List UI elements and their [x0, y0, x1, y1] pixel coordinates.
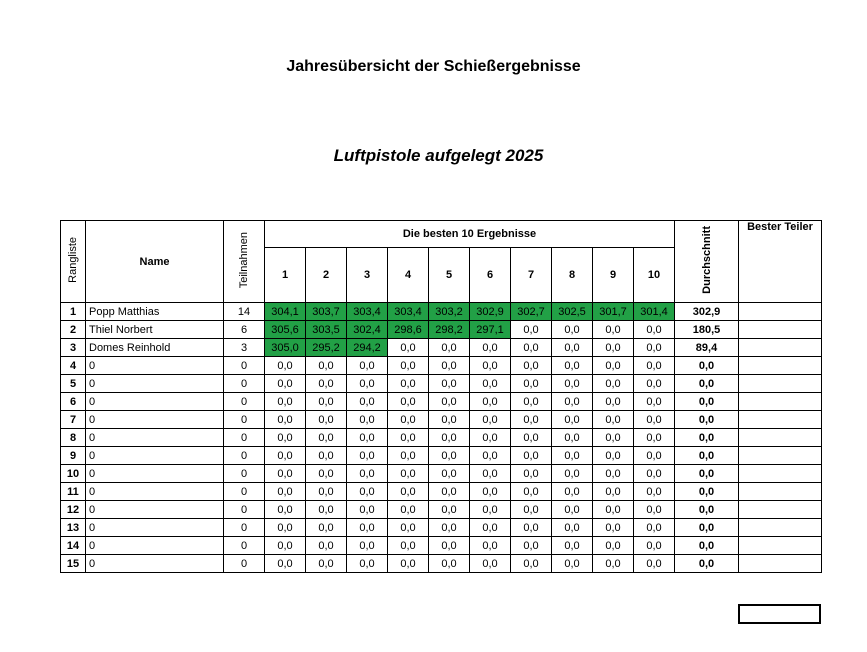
score-cell: 0,0	[511, 483, 552, 501]
score-cell: 0,0	[265, 429, 306, 447]
score-cell: 0,0	[552, 519, 593, 537]
best-teiler-cell	[739, 501, 822, 519]
table-row	[61, 483, 822, 501]
best-teiler-cell	[739, 339, 822, 357]
score-cell: 0,0	[347, 501, 388, 519]
score-cell: 0,0	[306, 519, 347, 537]
name-cell: Popp Matthias	[86, 303, 224, 321]
score-cell: 0,0	[552, 555, 593, 573]
score-cell: 0,0	[347, 519, 388, 537]
score-cell: 0,0	[511, 519, 552, 537]
score-cell: 0,0	[634, 393, 675, 411]
score-cell: 0,0	[593, 501, 634, 519]
score-cell: 0,0	[429, 447, 470, 465]
score-cell: 0,0	[388, 447, 429, 465]
score-cell: 0,0	[470, 411, 511, 429]
score-cell: 0,0	[593, 321, 634, 339]
result-column-header: 7	[511, 248, 552, 303]
score-cell: 0,0	[265, 357, 306, 375]
score-cell: 0,0	[265, 447, 306, 465]
table-row	[61, 303, 822, 321]
participations-cell: 0	[224, 483, 265, 501]
score-cell: 0,0	[552, 339, 593, 357]
score-cell: 0,0	[388, 411, 429, 429]
rank-cell: 11	[61, 483, 86, 501]
score-cell: 0,0	[388, 519, 429, 537]
table-row	[61, 375, 822, 393]
score-cell: 0,0	[429, 555, 470, 573]
score-cell: 0,0	[511, 393, 552, 411]
score-cell: 0,0	[429, 411, 470, 429]
score-cell: 305,6	[265, 321, 306, 339]
best-teiler-header: Bester Teiler	[739, 221, 822, 303]
score-cell: 0,0	[306, 465, 347, 483]
score-cell: 303,7	[306, 303, 347, 321]
score-cell: 0,0	[429, 501, 470, 519]
rank-cell: 12	[61, 501, 86, 519]
name-cell: 0	[86, 357, 224, 375]
score-cell: 0,0	[347, 483, 388, 501]
average-cell: 180,5	[675, 321, 739, 339]
score-cell: 0,0	[470, 465, 511, 483]
participations-cell: 0	[224, 555, 265, 573]
score-cell: 0,0	[265, 483, 306, 501]
rank-header: Rangliste	[61, 221, 86, 303]
score-cell: 294,2	[347, 339, 388, 357]
average-cell: 89,4	[675, 339, 739, 357]
score-cell: 0,0	[552, 321, 593, 339]
score-cell: 0,0	[552, 375, 593, 393]
participations-cell: 0	[224, 447, 265, 465]
score-cell: 0,0	[634, 339, 675, 357]
score-cell: 0,0	[634, 537, 675, 555]
score-cell: 0,0	[306, 501, 347, 519]
participations-header: Teilnahmen	[224, 221, 265, 303]
score-cell: 0,0	[634, 321, 675, 339]
table-row	[61, 555, 822, 573]
result-column-header: 4	[388, 248, 429, 303]
score-cell: 0,0	[552, 501, 593, 519]
score-cell: 0,0	[347, 375, 388, 393]
rank-cell: 8	[61, 429, 86, 447]
score-cell: 0,0	[388, 537, 429, 555]
score-cell: 0,0	[593, 411, 634, 429]
score-cell: 0,0	[593, 393, 634, 411]
rank-cell: 13	[61, 519, 86, 537]
score-cell: 0,0	[388, 429, 429, 447]
average-cell: 0,0	[675, 483, 739, 501]
score-cell: 302,4	[347, 321, 388, 339]
name-cell: 0	[86, 429, 224, 447]
score-cell: 0,0	[347, 537, 388, 555]
score-cell: 0,0	[306, 537, 347, 555]
score-cell: 0,0	[552, 537, 593, 555]
score-cell: 0,0	[306, 447, 347, 465]
best-teiler-cell	[739, 555, 822, 573]
name-cell: 0	[86, 537, 224, 555]
name-cell: 0	[86, 501, 224, 519]
participations-cell: 3	[224, 339, 265, 357]
score-cell: 297,1	[470, 321, 511, 339]
score-cell: 0,0	[634, 465, 675, 483]
score-cell: 0,0	[429, 357, 470, 375]
score-cell: 0,0	[552, 393, 593, 411]
table-row	[61, 501, 822, 519]
average-cell: 0,0	[675, 447, 739, 465]
score-cell: 0,0	[265, 375, 306, 393]
score-cell: 0,0	[634, 375, 675, 393]
score-cell: 0,0	[470, 537, 511, 555]
score-cell: 0,0	[306, 393, 347, 411]
average-cell: 0,0	[675, 411, 739, 429]
score-cell: 0,0	[347, 555, 388, 573]
score-cell: 0,0	[552, 483, 593, 501]
score-cell: 0,0	[429, 393, 470, 411]
average-cell: 0,0	[675, 375, 739, 393]
page-title: Jahresübersicht der Schießergebnisse	[286, 58, 581, 75]
name-cell: 0	[86, 447, 224, 465]
score-cell: 0,0	[265, 393, 306, 411]
best-teiler-cell	[739, 519, 822, 537]
result-column-header: 10	[634, 248, 675, 303]
score-cell: 0,0	[265, 411, 306, 429]
score-cell: 0,0	[552, 465, 593, 483]
score-cell: 0,0	[593, 465, 634, 483]
score-cell: 0,0	[470, 375, 511, 393]
score-cell: 0,0	[429, 483, 470, 501]
score-cell: 303,4	[347, 303, 388, 321]
score-cell: 305,0	[265, 339, 306, 357]
name-cell: 0	[86, 375, 224, 393]
score-cell: 301,7	[593, 303, 634, 321]
best-teiler-cell	[739, 393, 822, 411]
participations-cell: 14	[224, 303, 265, 321]
score-cell: 0,0	[593, 447, 634, 465]
result-column-header: 1	[265, 248, 306, 303]
rank-cell: 5	[61, 375, 86, 393]
score-cell: 0,0	[593, 483, 634, 501]
average-cell: 0,0	[675, 357, 739, 375]
score-cell: 303,4	[388, 303, 429, 321]
score-cell: 0,0	[593, 375, 634, 393]
best-teiler-cell	[739, 429, 822, 447]
participations-cell: 0	[224, 375, 265, 393]
score-cell: 302,9	[470, 303, 511, 321]
score-cell: 0,0	[511, 321, 552, 339]
score-cell: 0,0	[470, 483, 511, 501]
score-cell: 0,0	[552, 429, 593, 447]
score-cell: 0,0	[634, 429, 675, 447]
score-cell: 0,0	[593, 429, 634, 447]
page-subtitle: Luftpistole aufgelegt 2025	[333, 146, 544, 165]
score-cell: 0,0	[511, 447, 552, 465]
result-column-header: 8	[552, 248, 593, 303]
average-cell: 0,0	[675, 555, 739, 573]
score-cell: 0,0	[470, 429, 511, 447]
score-cell: 0,0	[388, 483, 429, 501]
score-cell: 302,5	[552, 303, 593, 321]
score-cell: 0,0	[511, 375, 552, 393]
score-cell: 0,0	[347, 447, 388, 465]
score-cell: 0,0	[511, 429, 552, 447]
result-column-header: 3	[347, 248, 388, 303]
result-column-header: 9	[593, 248, 634, 303]
score-cell: 0,0	[470, 357, 511, 375]
score-cell: 0,0	[634, 501, 675, 519]
score-cell: 0,0	[265, 501, 306, 519]
score-cell: 0,0	[429, 465, 470, 483]
average-cell: 0,0	[675, 465, 739, 483]
score-cell: 0,0	[347, 411, 388, 429]
rank-cell: 6	[61, 393, 86, 411]
score-cell: 0,0	[511, 555, 552, 573]
results-table	[60, 220, 822, 573]
score-cell: 298,6	[388, 321, 429, 339]
score-cell: 0,0	[593, 339, 634, 357]
table-row	[61, 537, 822, 555]
table-row	[61, 411, 822, 429]
score-cell: 0,0	[388, 339, 429, 357]
best-teiler-cell	[739, 447, 822, 465]
score-cell: 0,0	[634, 357, 675, 375]
score-cell: 0,0	[593, 555, 634, 573]
score-cell: 0,0	[306, 375, 347, 393]
score-cell: 0,0	[593, 537, 634, 555]
rank-cell: 7	[61, 411, 86, 429]
score-cell: 303,5	[306, 321, 347, 339]
score-cell: 0,0	[511, 411, 552, 429]
score-cell: 0,0	[306, 555, 347, 573]
score-cell: 0,0	[634, 519, 675, 537]
score-cell: 0,0	[388, 357, 429, 375]
score-cell: 0,0	[593, 519, 634, 537]
average-cell: 0,0	[675, 393, 739, 411]
score-cell: 0,0	[511, 339, 552, 357]
score-cell: 0,0	[511, 465, 552, 483]
average-cell: 0,0	[675, 429, 739, 447]
score-cell: 0,0	[306, 429, 347, 447]
score-cell: 295,2	[306, 339, 347, 357]
name-header: Name	[86, 221, 224, 303]
score-cell: 0,0	[265, 519, 306, 537]
rank-cell: 9	[61, 447, 86, 465]
score-cell: 0,0	[470, 339, 511, 357]
score-cell: 302,7	[511, 303, 552, 321]
rank-cell: 15	[61, 555, 86, 573]
score-cell: 0,0	[388, 465, 429, 483]
score-cell: 0,0	[470, 447, 511, 465]
score-cell: 0,0	[593, 357, 634, 375]
score-cell: 0,0	[265, 537, 306, 555]
table-row	[61, 447, 822, 465]
score-cell: 0,0	[265, 465, 306, 483]
score-cell: 0,0	[388, 375, 429, 393]
best-teiler-cell	[739, 465, 822, 483]
score-cell: 298,2	[429, 321, 470, 339]
participations-cell: 0	[224, 357, 265, 375]
rank-cell: 14	[61, 537, 86, 555]
rank-cell: 2	[61, 321, 86, 339]
score-cell: 0,0	[511, 501, 552, 519]
best-teiler-cell	[739, 321, 822, 339]
average-cell: 0,0	[675, 537, 739, 555]
best-teiler-cell	[739, 303, 822, 321]
participations-cell: 0	[224, 537, 265, 555]
score-cell: 0,0	[470, 393, 511, 411]
best-teiler-cell	[739, 411, 822, 429]
table-row	[61, 429, 822, 447]
score-cell: 0,0	[552, 357, 593, 375]
name-cell: 0	[86, 519, 224, 537]
score-cell: 0,0	[634, 411, 675, 429]
score-cell: 0,0	[429, 519, 470, 537]
score-cell: 0,0	[634, 483, 675, 501]
empty-box	[738, 604, 821, 624]
score-cell: 0,0	[552, 411, 593, 429]
score-cell: 0,0	[511, 357, 552, 375]
score-cell: 0,0	[429, 339, 470, 357]
best-teiler-cell	[739, 357, 822, 375]
score-cell: 0,0	[306, 357, 347, 375]
score-cell: 0,0	[511, 537, 552, 555]
score-cell: 0,0	[429, 537, 470, 555]
score-cell: 0,0	[347, 465, 388, 483]
score-cell: 0,0	[347, 357, 388, 375]
result-column-header: 2	[306, 248, 347, 303]
participations-cell: 0	[224, 393, 265, 411]
average-cell: 0,0	[675, 501, 739, 519]
table-row	[61, 393, 822, 411]
score-cell: 0,0	[470, 501, 511, 519]
table-row	[61, 321, 822, 339]
score-cell: 0,0	[470, 555, 511, 573]
name-cell: 0	[86, 483, 224, 501]
table-row	[61, 357, 822, 375]
score-cell: 0,0	[429, 429, 470, 447]
score-cell: 0,0	[634, 447, 675, 465]
score-cell: 0,0	[347, 429, 388, 447]
score-cell: 0,0	[552, 447, 593, 465]
score-cell: 0,0	[306, 411, 347, 429]
average-header: Durchschnitt	[675, 221, 739, 303]
table-row	[61, 465, 822, 483]
score-cell: 0,0	[388, 393, 429, 411]
rank-cell: 3	[61, 339, 86, 357]
participations-cell: 6	[224, 321, 265, 339]
participations-cell: 0	[224, 501, 265, 519]
best-teiler-cell	[739, 375, 822, 393]
rank-cell: 1	[61, 303, 86, 321]
score-cell: 301,4	[634, 303, 675, 321]
score-cell: 0,0	[388, 555, 429, 573]
participations-cell: 0	[224, 465, 265, 483]
rank-cell: 10	[61, 465, 86, 483]
rank-cell: 4	[61, 357, 86, 375]
best-results-header: Die besten 10 Ergebnisse	[265, 221, 675, 248]
score-cell: 0,0	[388, 501, 429, 519]
name-cell: 0	[86, 411, 224, 429]
name-cell: 0	[86, 555, 224, 573]
name-cell: Thiel Norbert	[86, 321, 224, 339]
name-cell: 0	[86, 393, 224, 411]
score-cell: 0,0	[347, 393, 388, 411]
score-cell: 0,0	[429, 375, 470, 393]
table-row	[61, 339, 822, 357]
best-teiler-cell	[739, 483, 822, 501]
name-cell: 0	[86, 465, 224, 483]
table-row	[61, 519, 822, 537]
score-cell: 0,0	[634, 555, 675, 573]
result-column-header: 6	[470, 248, 511, 303]
name-cell: Domes Reinhold	[86, 339, 224, 357]
participations-cell: 0	[224, 429, 265, 447]
result-column-header: 5	[429, 248, 470, 303]
participations-cell: 0	[224, 519, 265, 537]
average-cell: 0,0	[675, 519, 739, 537]
score-cell: 304,1	[265, 303, 306, 321]
score-cell: 0,0	[470, 519, 511, 537]
best-teiler-cell	[739, 537, 822, 555]
participations-cell: 0	[224, 411, 265, 429]
score-cell: 0,0	[306, 483, 347, 501]
score-cell: 303,2	[429, 303, 470, 321]
score-cell: 0,0	[265, 555, 306, 573]
average-cell: 302,9	[675, 303, 739, 321]
